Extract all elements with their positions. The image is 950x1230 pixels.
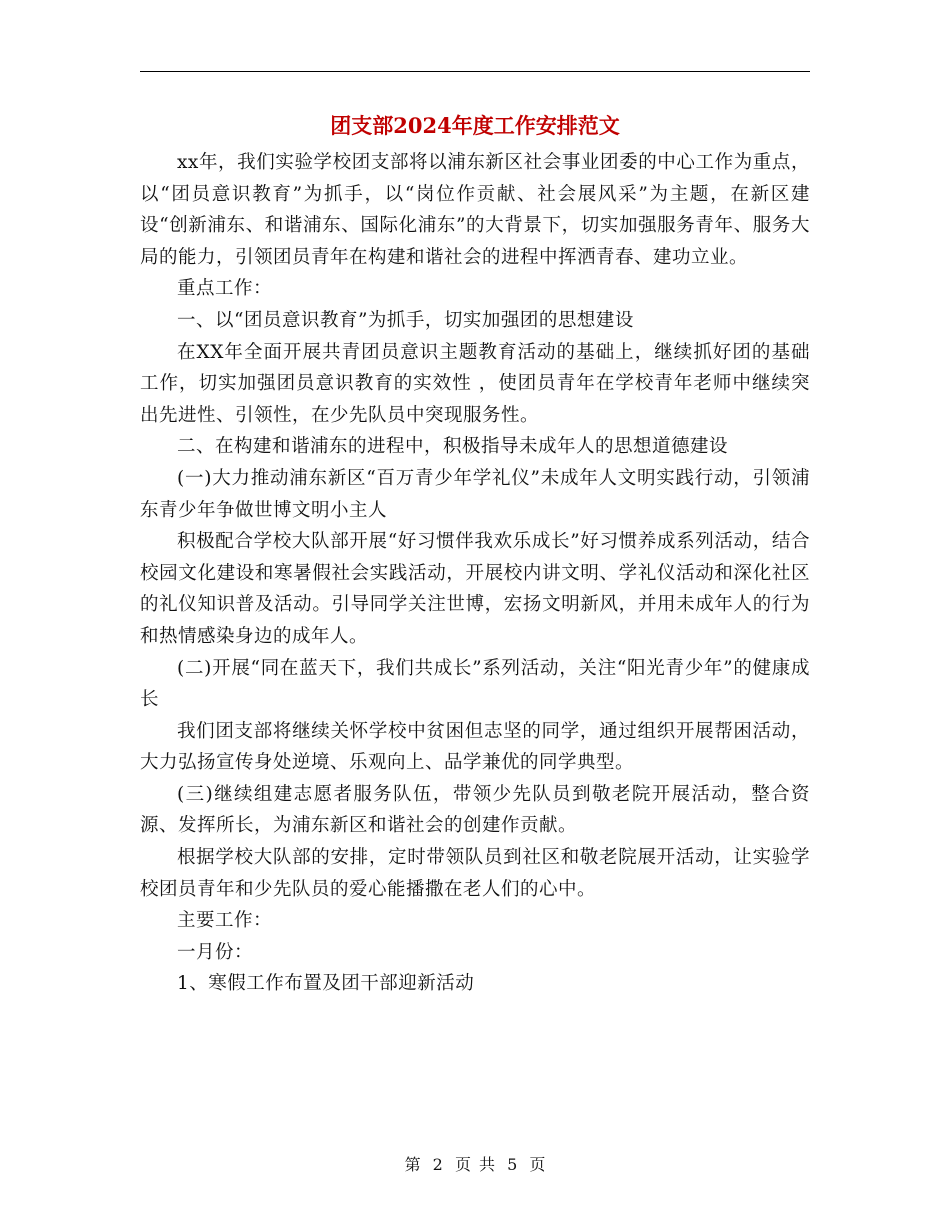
section-1-paragraph: 在XX年全面开展共青团员意识主题教育活动的基础上，继续抓好团的基础工作，切实加强团员意识教育的实效性 ，使团员青年在学校青年老师中继续突出先进性、引领性，在少先队员中突现服务性。 xyxy=(140,341,810,426)
header-rule xyxy=(140,71,810,72)
footer-suffix: 页 xyxy=(529,1155,546,1174)
document-title: 团支部2024年度工作安排范文 xyxy=(330,113,620,138)
key-work-heading: 重点工作： xyxy=(177,278,273,300)
footer-total-pages: 5 xyxy=(507,1155,518,1174)
intro-paragraph: xx年，我们实验学校团支部将以浦东新区社会事业团委的中心工作为重点，以“团员意识教育”为抓手，以“岗位作贡献、社会展风采”为主题，在新区建设“创新浦东、和谐浦东、国际化浦东”的大背景下，切实加强服务青年、服务大局的能力，引领团员青年在构建和谐社会的进程中挥洒青春、建功立业。 xyxy=(140,152,810,268)
subsection-2-paragraph: 我们团支部将继续关怀学校中贫困但志坚的同学，通过组织开展帮困活动，大力弘扬宣传身处逆境、乐观向上、品学兼优的同学典型。 xyxy=(140,720,810,774)
subsection-heading-2: (二)开展“同在蓝天下，我们共成长”系列活动，关注“阳光青少年”的健康成长 xyxy=(140,657,810,711)
main-work-heading: 主要工作： xyxy=(177,910,273,932)
section-heading-1: 一、以“团员意识教育”为抓手，切实加强团的思想建设 xyxy=(177,309,634,331)
subsection-1-paragraph: 积极配合学校大队部开展“好习惯伴我欢乐成长”好习惯养成系列活动，结合校园文化建设和寒暑假社会实践活动，开展校内讲文明、学礼仪活动和深化社区的礼仪知识普及活动。引导同学关注世博，宏扬文明新风，并用未成年人的行为和热情感染身边的成年人。 xyxy=(140,531,810,647)
footer-page-number: 2 xyxy=(432,1155,443,1174)
section-heading-2: 二、在构建和谐浦东的进程中，积极指导未成年人的思想道德建设 xyxy=(177,436,729,458)
subsection-heading-1: (一)大力推动浦东新区“百万青少年学礼仪”未成年人文明实践行动，引领浦东青少年争做世博文明小主人 xyxy=(140,467,810,521)
work-item-1: 1、寒假工作布置及团干部迎新活动 xyxy=(177,973,475,995)
document-body xyxy=(140,147,810,1000)
footer-prefix: 第 xyxy=(404,1155,421,1174)
month-heading: 一月份： xyxy=(177,941,254,963)
subsection-3-paragraph: 根据学校大队部的安排，定时带领队员到社区和敬老院展开活动，让实验学校团员青年和少先队员的爱心能播撒在老人们的心中。 xyxy=(140,847,810,900)
page-footer xyxy=(0,1152,950,1175)
footer-mid: 页 共 xyxy=(454,1155,496,1174)
subsection-heading-3: (三)继续组建志愿者服务队伍，带领少先队员到敬老院开展活动，整合资源、发挥所长，为浦东新区和谐社会的创建作贡献。 xyxy=(140,783,810,837)
